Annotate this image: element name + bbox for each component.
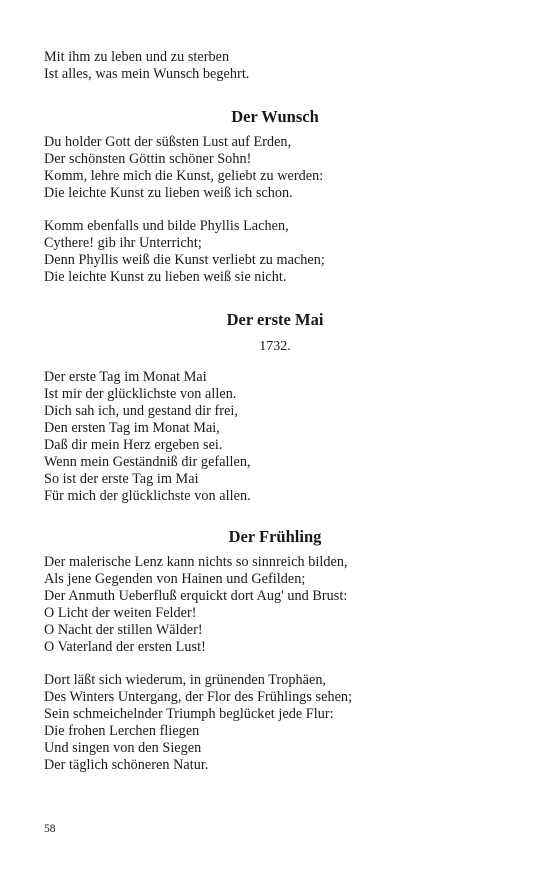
poem-title: Der Wunsch	[231, 107, 319, 126]
verse-line: Die leichte Kunst zu lieben weiß sie nicht.	[44, 269, 287, 285]
verse-line: Daß dir mein Herz ergeben sei.	[44, 437, 223, 453]
verse-line: Denn Phyllis weiß die Kunst verliebt zu machen;	[44, 252, 325, 268]
verse-line: Die frohen Lerchen fliegen	[44, 723, 200, 739]
poem-stanza	[44, 369, 510, 505]
verse-line: Der erste Tag im Monat Mai	[44, 369, 207, 385]
previous-poem-ending	[44, 49, 510, 83]
poem-stanza	[44, 134, 510, 202]
poem-title: Der Frühling	[228, 527, 322, 546]
poem-title: Der erste Mai	[226, 310, 324, 329]
verse-line: So ist der erste Tag im Mai	[44, 471, 199, 487]
poem-stanza	[44, 218, 510, 286]
page-number: 58	[44, 823, 56, 835]
verse-line: Ist alles, was mein Wunsch begehrt.	[44, 66, 250, 82]
poem-stanza	[44, 554, 510, 656]
verse-line: Dort läßt sich wiederum, in grünenden Trophäen,	[44, 672, 327, 688]
verse-line: Mit ihm zu leben und zu sterben	[44, 49, 230, 65]
verse-line: Der Anmuth Ueberfluß erquickt dort Aug' und Brust:	[44, 588, 348, 604]
verse-line: Sein schmeichelnder Triumph beglücket jede Flur:	[44, 706, 334, 722]
verse-line: Der malerische Lenz kann nichts so sinnreich bilden,	[44, 554, 348, 570]
verse-line: Und singen von den Siegen	[44, 740, 202, 756]
verse-line: Ist mir der glücklichste von allen.	[44, 386, 237, 402]
verse-line: Wenn mein Geständniß dir gefallen,	[44, 454, 251, 470]
verse-line: Für mich der glücklichste von allen.	[44, 488, 251, 504]
verse-line: Die leichte Kunst zu lieben weiß ich schon.	[44, 185, 293, 201]
verse-line: Du holder Gott der süßsten Lust auf Erden,	[44, 134, 292, 150]
poem-date: 1732.	[259, 339, 291, 354]
verse-line: Als jene Gegenden von Hainen und Gefilden;	[44, 571, 306, 587]
verse-line: Dich sah ich, und gestand dir frei,	[44, 403, 239, 419]
verse-line: Cythere! gib ihr Unterricht;	[44, 235, 202, 251]
verse-line: O Vaterland der ersten Lust!	[44, 639, 206, 655]
verse-line: Komm ebenfalls und bilde Phyllis Lachen,	[44, 218, 289, 234]
verse-line: Der schönsten Göttin schöner Sohn!	[44, 151, 252, 167]
verse-line: Komm, lehre mich die Kunst, geliebt zu werden:	[44, 168, 324, 184]
verse-line: O Licht der weiten Felder!	[44, 605, 197, 621]
verse-line: Den ersten Tag im Monat Mai,	[44, 420, 220, 436]
verse-line: Der täglich schöneren Natur.	[44, 757, 209, 773]
poem-stanza	[44, 672, 510, 774]
verse-line: O Nacht der stillen Wälder!	[44, 622, 203, 638]
verse-line: Des Winters Untergang, der Flor des Frühlings sehen;	[44, 689, 353, 705]
